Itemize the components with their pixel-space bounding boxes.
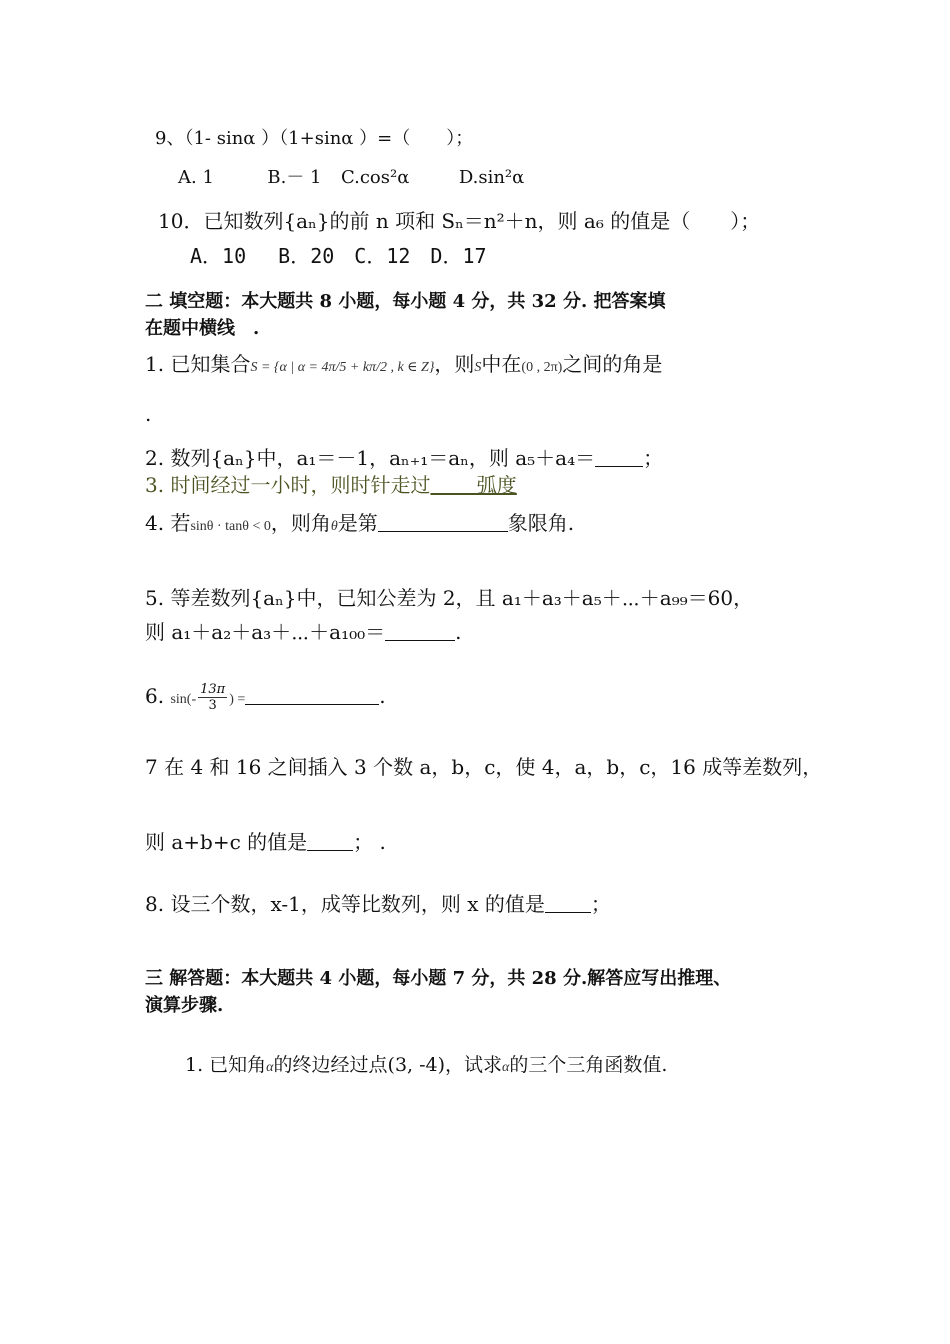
fill-q7-end: ； .: [353, 830, 386, 854]
solve-q1: [185, 1050, 667, 1077]
section3-heading-1: 三 解答题：本大题共 4 小题，每小题 7 分，共 28 分.解答应写出推理、: [145, 968, 732, 989]
fill-q5-text: 则 a₁＋a₂＋a₃＋⋯＋a₁₀₀＝: [145, 620, 386, 644]
fill-q2-text: 2. 数列{aₙ}中，a₁＝－1，aₙ₊₁＝aₙ，则 a₅＋a₄＝: [145, 446, 596, 470]
q9-option-a: A. 1: [178, 167, 214, 188]
fill-q5-line2: [145, 616, 462, 645]
solve-q1-alpha: α: [266, 1060, 274, 1075]
fill-q7-text: 则 a+b+c 的值是: [145, 830, 308, 854]
fill-q1-mid: ，则: [434, 352, 475, 376]
fill-q8-text: 8. 设三个数，x-1，成等比数列，则 x 的值是: [145, 892, 545, 916]
fill-q4-expr: sinθ · tanθ < 0: [190, 519, 271, 534]
fill-q1-interval: (0 , 2π): [521, 360, 563, 375]
fill-q4-blank[interactable]: [378, 513, 508, 532]
fill-q6-end: .: [379, 684, 386, 708]
fill-q6-fraction: [198, 682, 227, 713]
fill-q8: [145, 888, 611, 917]
fill-q6-close: ) =: [229, 692, 246, 707]
q9-option-d: D.sin²α: [458, 167, 525, 188]
fill-q2-end: ；: [643, 446, 664, 470]
solve-q1-alpha2: α: [502, 1060, 510, 1075]
fill-q1-suffix-b: 之间的角是: [562, 352, 663, 376]
solve-q1-b: 的终边经过点(3, -4)，试求: [273, 1054, 503, 1076]
fill-q3-blank[interactable]: 弧度: [430, 473, 517, 497]
fill-q4-end: 象限角.: [507, 511, 575, 535]
fill-q6-denominator: 3: [208, 698, 217, 713]
fill-q1-s: S: [474, 360, 482, 375]
fill-q4-suffix: ，则角: [270, 511, 331, 535]
fill-q6: [145, 682, 386, 713]
q9-options: [178, 163, 524, 189]
section2-heading-2: 在题中横线 .: [145, 318, 260, 339]
fill-q3-text: 3. 时间经过一小时，则时针走过: [145, 473, 431, 497]
fill-q6-fn: sin(-: [170, 692, 197, 707]
fill-q1-end: .: [145, 402, 152, 426]
fill-q5-line1: 5. 等差数列{aₙ}中，已知公差为 2，且 a₁＋a₃＋a₅＋⋯＋a₉₉＝60，: [145, 586, 754, 610]
section3-heading-2: 演算步骤.: [145, 995, 224, 1016]
fill-q8-blank[interactable]: [545, 894, 591, 913]
solve-q1-c: 的三个三角函数值.: [509, 1054, 668, 1076]
fill-q6-blank[interactable]: [245, 686, 379, 705]
fill-q6-prefix: 6.: [145, 684, 165, 708]
section2-heading-1: 二 填空题：本大题共 8 小题，每小题 4 分，共 32 分. 把答案填: [145, 291, 666, 312]
fill-q7-line2: [145, 826, 386, 855]
fill-q7-blank[interactable]: [307, 832, 353, 851]
fill-q4-theta: θ: [330, 519, 338, 534]
fill-q6-numerator: 13π: [200, 682, 226, 697]
q9-option-c: C.cos²α: [340, 167, 410, 188]
fill-q3: [145, 469, 517, 498]
fill-q4: [145, 507, 574, 536]
q10-stem: 10．已知数列{aₙ}的前 n 项和 Sₙ＝n²＋n，则 a₆ 的值是（ ）；: [158, 209, 761, 233]
fill-q5-end: .: [455, 620, 462, 644]
fill-q8-end: ；: [590, 892, 611, 916]
q10-options: A．10 B．20 C．12 D．17: [190, 244, 487, 268]
fill-q1-set: S = {α | α = 4π/5 + kπ/2 , k ∈ Z}: [250, 360, 435, 375]
fill-q2-blank[interactable]: [595, 448, 643, 467]
fill-q7-line1: 7 在 4 和 16 之间插入 3 个数 a，b，c，使 4，a，b，c，16 成等差数列，: [145, 755, 823, 779]
fill-q1: [145, 348, 662, 377]
fill-q4-prefix: 4. 若: [145, 511, 191, 535]
fill-q2: [145, 442, 663, 471]
fill-q5-blank[interactable]: [385, 622, 455, 641]
fill-q4-suffix2: 是第: [337, 511, 378, 535]
q9-option-b: B.－ 1: [267, 167, 322, 188]
fill-q1-suffix-a: 中在: [481, 352, 522, 376]
fill-q1-prefix: 1. 已知集合: [145, 352, 251, 376]
solve-q1-a: 1. 已知角: [185, 1054, 267, 1076]
q9-stem: 9、（1- sinα ）（1+sinα ）=（ ）；: [155, 128, 474, 149]
